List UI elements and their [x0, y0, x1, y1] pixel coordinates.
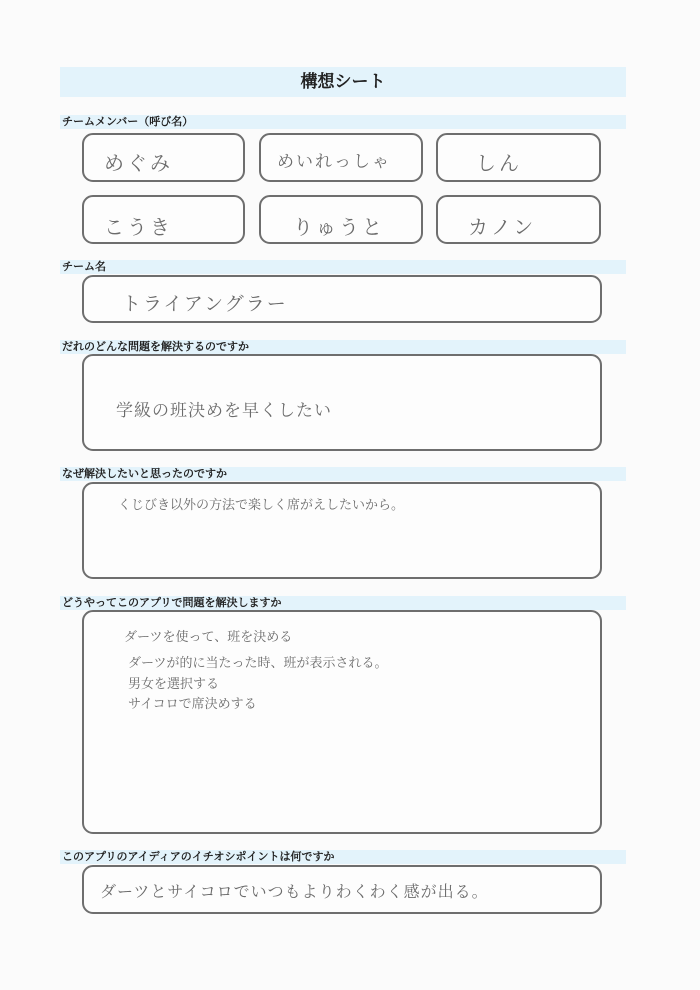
solution-line: サイコロで席決めする	[128, 697, 257, 712]
member-box-3	[436, 133, 601, 182]
problem-label: だれのどんな問題を解決するのですか	[62, 340, 249, 353]
member-box-1	[82, 133, 245, 182]
solution-line: 男女を選択する	[128, 677, 220, 692]
team-name-label-band	[60, 260, 626, 274]
solution-line: ダーツが的に当たった時、班が表示される。	[128, 656, 388, 671]
member-name: りゅうと	[293, 215, 385, 239]
reason-label: なぜ解決したいと思ったのですか	[62, 467, 227, 480]
member-name: カノン	[468, 215, 537, 239]
highlight-label: このアプリのアイディアのイチオシポイントは何ですか	[62, 850, 335, 863]
highlight-value: ダーツとサイコロでいつもよりわくわく感が出る。	[100, 882, 489, 901]
solution-box	[82, 610, 602, 834]
problem-box	[82, 354, 602, 451]
members-label: チームメンバー（呼び名）	[62, 115, 194, 128]
team-name-box	[82, 275, 602, 323]
member-name: めぐみ	[104, 151, 173, 175]
member-name: しん	[476, 151, 522, 175]
reason-box	[82, 482, 602, 579]
member-box-5	[259, 195, 423, 244]
solution-line: ダーツを使って、班を決める	[124, 630, 293, 645]
member-name: こうき	[104, 215, 173, 239]
member-box-2	[259, 133, 423, 182]
member-box-6	[436, 195, 601, 244]
problem-value: 学級の班決めを早くしたい	[116, 401, 332, 421]
team-name-label: チーム名	[62, 260, 106, 273]
member-name: めいれっしゃ	[277, 152, 391, 172]
member-box-4	[82, 195, 245, 244]
sheet-title: 構想シート	[300, 72, 386, 92]
team-name-value: トライアングラー	[122, 293, 288, 315]
reason-value: くじびき以外の方法で楽しく席がえしたいから。	[118, 498, 405, 513]
highlight-box	[82, 865, 602, 914]
solution-label: どうやってこのアプリで問題を解決しますか	[62, 596, 282, 609]
